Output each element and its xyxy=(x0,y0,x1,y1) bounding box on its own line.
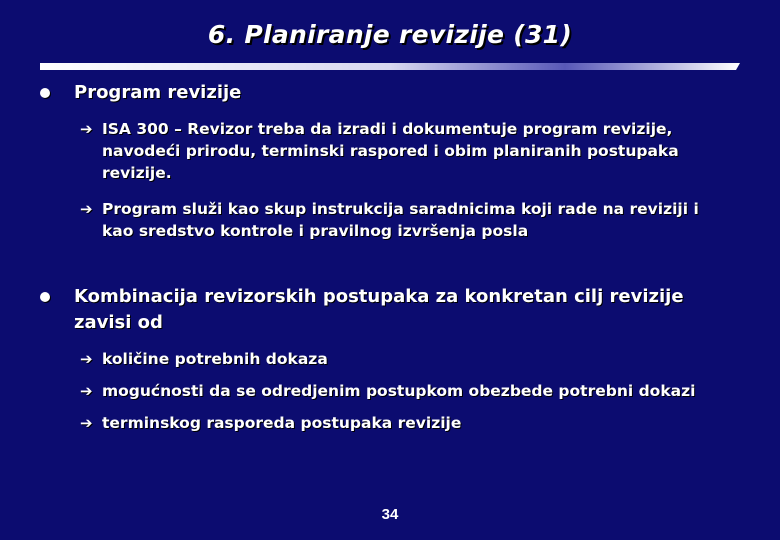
bullet-dot-icon xyxy=(40,88,50,98)
right-arrow-icon: ➔ xyxy=(80,414,93,432)
bullet-text: Kombinacija revizorskih postupaka za konkretan cilj revizije zavisi od xyxy=(74,286,684,333)
subitem-text: količine potrebnih dokaza xyxy=(102,350,328,368)
page-number: 34 xyxy=(381,506,399,523)
subitem-text: terminskog rasporeda postupaka revizije xyxy=(102,414,462,432)
title-underline xyxy=(40,62,740,72)
subitem-text: mogućnosti da se odredjenim postupkom obezbede potrebni dokazi xyxy=(102,382,696,400)
right-arrow-icon: ➔ xyxy=(80,200,93,218)
subitem-text: Program služi kao skup instrukcija saradnicima koji rade na reviziji i kao sredstvo kontrole i pravilnog izvršenja posla xyxy=(102,200,699,240)
right-arrow-icon: ➔ xyxy=(80,350,93,368)
right-arrow-icon: ➔ xyxy=(80,382,93,400)
slide-title: 6. Planiranje revizije (31) xyxy=(207,20,573,49)
right-arrow-icon: ➔ xyxy=(80,120,93,138)
bullet-text: Program revizije xyxy=(74,82,242,103)
bullet-dot-icon xyxy=(40,292,50,302)
subitem-text: ISA 300 – Revizor treba da izradi i dokumentuje program revizije, navodeći prirodu, terminski raspored i obim planiranih postupaka revizije. xyxy=(102,120,679,182)
